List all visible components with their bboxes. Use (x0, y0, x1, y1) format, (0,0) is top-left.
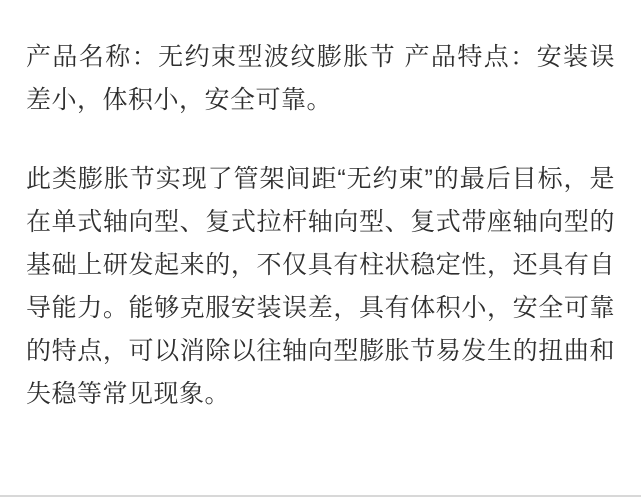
paragraph-product-description: 此类膨胀节实现了管架间距“无约束”的最后目标，是在单式轴向型、复式拉杆轴向型、复式带座轴向型的基础上研发起来的，不仅具有柱状稳定性，还具有自导能力。能够克服安装误差，具有体积小，安全可靠的特点，可以消除以往轴向型膨胀节易发生的扭曲和失稳等常见现象。 (26, 165, 615, 408)
paragraph-product-info: 产品名称：无约束型波纹膨胀节 产品特点：安装误差小，体积小，安全可靠。 (26, 43, 615, 114)
